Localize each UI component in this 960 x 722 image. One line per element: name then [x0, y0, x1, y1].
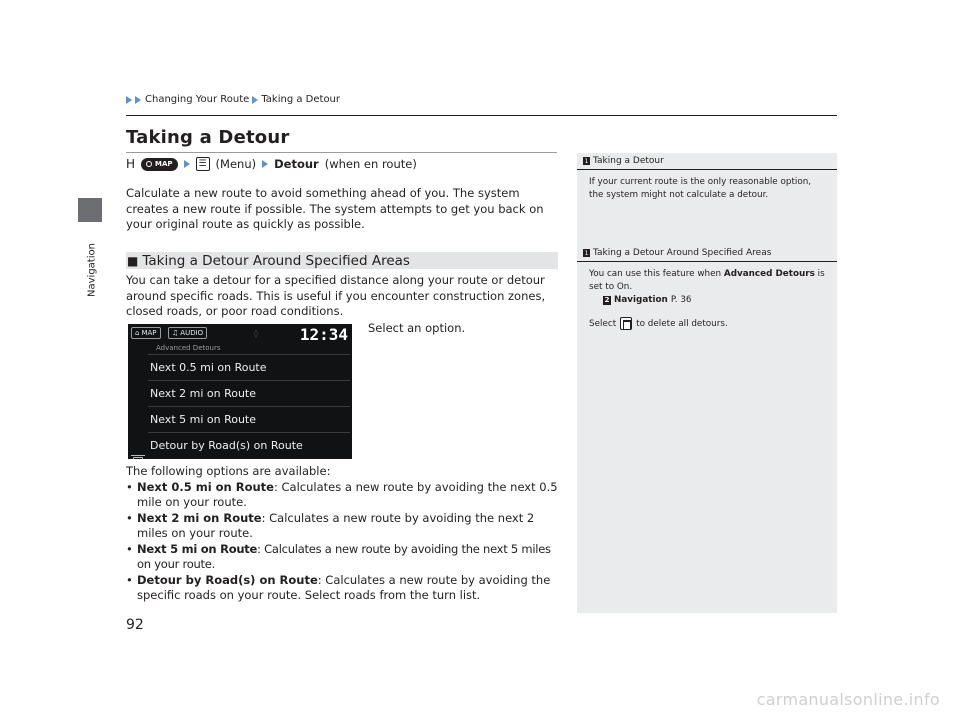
page-number: 92: [126, 617, 144, 633]
section-tab-label: Navigation: [86, 243, 98, 297]
square-bullet-icon: ■: [127, 253, 139, 268]
breadcrumb-arrow-icon: [252, 96, 258, 104]
screen-option: Detour by Road(s) on Route: [148, 432, 350, 457]
intro-paragraph: Calculate a new route to avoid something ahead of you. The system creates a new route if possible. The system attempts to get you back on your original route as quickly as possible.: [126, 186, 544, 231]
screen-option: Next 0.5 mi on Route: [148, 354, 350, 379]
section-tab: [82, 230, 102, 310]
page-title: Taking a Detour: [126, 127, 290, 148]
delete-icon: [620, 317, 632, 330]
note-taking-detour: [577, 153, 837, 202]
watermark: carmanualsonline.info: [756, 690, 940, 709]
screen-clock: 12:34: [299, 325, 348, 344]
options-intro: The following options are available:: [126, 464, 331, 478]
list-item: • Next 0.5 mi on Route: Calculates a new route by avoiding the next 0.5 mile on your route.: [126, 480, 560, 511]
title-divider: [126, 152, 557, 153]
note-heading: 1 Taking a Detour Around Specified Areas: [577, 245, 837, 262]
delete-detours-icon: [133, 457, 143, 459]
screen-left-panel: [128, 344, 146, 459]
subsection-paragraph: You can take a detour for a specified distance along your route or detour around specific roads. This is useful if you encounter construction zones, closed roads, or poor road conditions.: [126, 273, 546, 318]
options-list: [126, 464, 560, 604]
menu-icon: ☰: [196, 157, 210, 171]
home-icon: H: [126, 157, 136, 171]
menu-path: [126, 156, 417, 172]
note-body: You can use this feature when Advanced Detours is set to On. 2 Navigation P. 36 Select to delete all detours.: [589, 269, 825, 329]
list-item: • Next 5 mi on Route: Calculates a new route by avoiding the next 5 miles on your route.: [126, 542, 560, 573]
path-arrow-icon: [262, 160, 268, 168]
breadcrumb-parent[interactable]: Changing Your Route: [145, 94, 250, 105]
screen-header: Advanced Detours: [156, 344, 221, 352]
screen-logo-icon: ◊: [254, 329, 258, 338]
subsection-title: Taking a Detour Around Specified Areas: [142, 252, 410, 269]
notes-sidebar: [577, 153, 837, 613]
screen-map-button: ⌂ MAP: [131, 327, 161, 339]
breadcrumb-arrow-icon: [126, 96, 132, 104]
screen-option: Next 2 mi on Route: [148, 380, 350, 405]
note-heading: 1 Taking a Detour: [577, 153, 837, 170]
detour-label: Detour: [274, 157, 319, 171]
select-instruction: Select an option.: [368, 321, 466, 335]
header-divider: [126, 115, 837, 116]
screen-option: Next 5 mi on Route: [148, 406, 350, 431]
nav-screen-image: [128, 324, 352, 459]
list-item: • Detour by Road(s) on Route: Calculates a new route by avoiding the specific roads on your route. Select roads from the turn list.: [126, 573, 560, 604]
breadcrumb-arrow-icon: [135, 96, 141, 104]
breadcrumb-current: Taking a Detour: [261, 94, 341, 105]
breadcrumb: [126, 94, 340, 105]
note-specified-areas: [577, 245, 837, 331]
note-body: If your current route is the only reasonable option, the system might not calculate a detour.: [589, 177, 812, 200]
path-arrow-icon: [184, 160, 190, 168]
list-item: • Next 2 mi on Route: Calculates a new route by avoiding the next 2 miles on your route.: [126, 511, 560, 542]
detour-condition: (when en route): [324, 157, 417, 171]
screen-topbar: [128, 324, 352, 342]
screen-audio-button: ♫ AUDIO: [168, 327, 207, 339]
section-tab-marker: [78, 198, 102, 222]
navigation-page-link[interactable]: 2 Navigation P. 36: [604, 295, 692, 305]
menu-label: (Menu): [215, 157, 257, 171]
subsection-heading: [126, 252, 558, 269]
map-button-icon: MAP: [141, 158, 178, 171]
